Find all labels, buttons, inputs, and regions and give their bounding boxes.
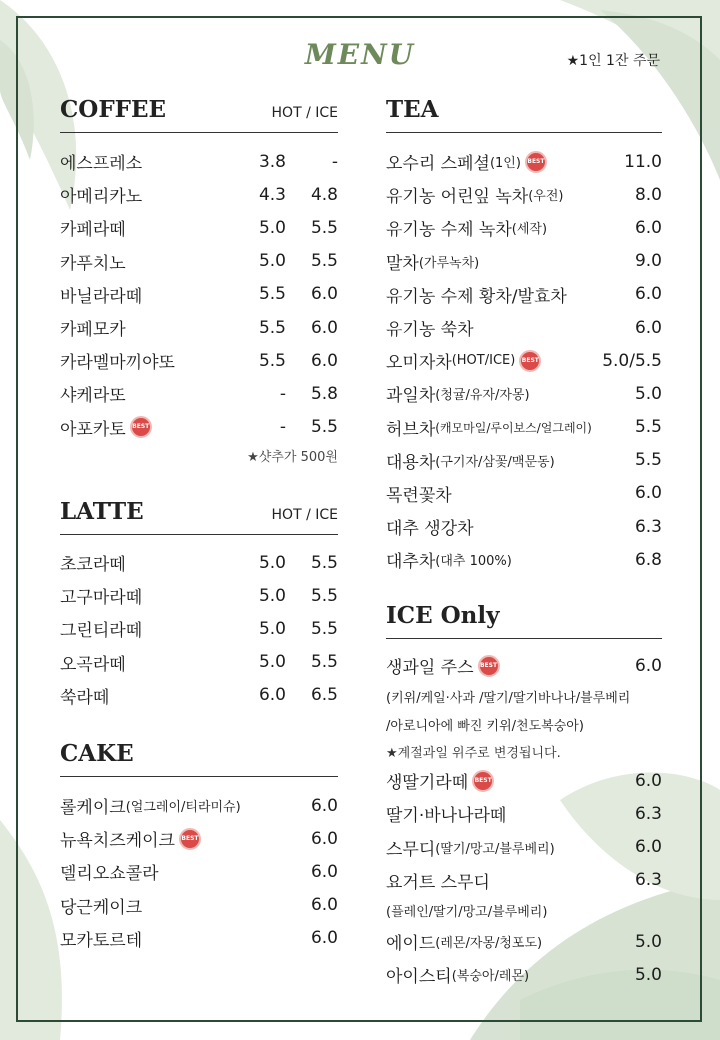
juice-options: /아로니아에 빠진 키위/천도복숭아) [386, 718, 584, 734]
menu-item [60, 245, 338, 278]
ice-price: 5.5 [310, 217, 338, 238]
section-header [386, 602, 662, 639]
item-price: 6.0 [310, 795, 338, 816]
yogurt-options: (플레인/딸기/망고/블루베리) [386, 905, 548, 921]
menu-item [60, 612, 338, 645]
tea-section [386, 96, 662, 576]
best-badge-icon [472, 770, 494, 792]
item-name: 허브차 [386, 419, 436, 440]
item-name: 그린티라떼 [60, 621, 143, 642]
item-name: 스무디 [386, 839, 436, 860]
shot-note: ★샷추가 500원 [247, 449, 338, 465]
item-price: 5.0 [634, 383, 662, 404]
best-badge-icon [478, 655, 500, 677]
menu-item [386, 925, 662, 958]
section-header [386, 96, 662, 133]
menu-item [386, 278, 662, 311]
menu-item [60, 646, 338, 679]
item-price: 5.0 [634, 964, 662, 985]
item-name: 바닐라라떼 [60, 286, 143, 307]
menu-item [386, 477, 662, 510]
item-name: 유기농 수제 녹차 [386, 220, 512, 241]
menu-item [60, 822, 338, 855]
menu-item [60, 178, 338, 211]
best-badge-icon [179, 828, 201, 850]
menu-item [386, 211, 662, 244]
item-price: 5.5 [634, 417, 662, 438]
item-price: 6.3 [634, 516, 662, 537]
item-name: 유기농 쑥차 [386, 320, 474, 341]
item-name: 목련꽃차 [386, 485, 452, 506]
item-price: 6.0 [310, 928, 338, 949]
menu-item [386, 543, 662, 576]
menu-item [60, 789, 338, 822]
hot-price: - [279, 383, 286, 404]
item-name: 에이드 [386, 934, 436, 955]
best-badge-icon [525, 151, 547, 173]
hot-price: 4.3 [258, 184, 286, 205]
item-name: 말차 [386, 253, 419, 274]
item-price: 5.0 [634, 931, 662, 952]
menu-item [386, 311, 662, 344]
menu-item [60, 377, 338, 410]
item-price: 9.0 [634, 251, 662, 272]
hot-price: 5.0 [258, 618, 286, 639]
item-name: 딸기·바나나라떼 [386, 806, 507, 827]
item-name: 뉴욕치즈케이크 [60, 831, 175, 852]
best-badge-icon [519, 350, 541, 372]
item-price: 6.0 [634, 284, 662, 305]
menu-item [60, 922, 338, 955]
section-title: TEA [386, 96, 439, 123]
item-price: 6.0 [634, 317, 662, 338]
menu-item [386, 958, 662, 991]
item-price: 6.3 [634, 803, 662, 824]
item-name: 모카토르테 [60, 930, 143, 951]
item-name: 오곡라떼 [60, 654, 126, 675]
item-price: 6.3 [634, 870, 662, 891]
coffee-section [60, 96, 338, 465]
item-sub: (얼그레이/티라미슈) [125, 800, 241, 816]
menu-item [386, 831, 662, 864]
order-note: ★1인 1잔 주문 [566, 53, 660, 69]
item-price: 6.0 [634, 217, 662, 238]
ice-price: 5.5 [310, 585, 338, 606]
menu-title: MENU [304, 38, 416, 71]
ice-only-section [386, 602, 662, 991]
item-price: 5.5 [634, 450, 662, 471]
hot-price: 5.5 [258, 284, 286, 305]
menu-item [386, 178, 662, 211]
item-price: 5.0/5.5 [602, 350, 662, 371]
hot-price: 5.5 [258, 350, 286, 371]
item-name: 카라멜마끼야또 [60, 353, 175, 374]
hot-price: 5.0 [258, 217, 286, 238]
juice-options: (키위/케일·사과 /딸기/딸기바나나/블루베리 [386, 690, 631, 706]
season-note: ★계절과일 위주로 변경됩니다. [386, 745, 561, 761]
menu-item [60, 145, 338, 178]
section-title: LATTE [60, 498, 144, 525]
hot-price: 6.0 [258, 685, 286, 706]
hot-ice-label: HOT / ICE [271, 105, 338, 121]
item-name: 델리오쇼콜라 [60, 864, 159, 885]
item-sub: (가루녹차) [418, 255, 480, 271]
ice-price: 5.5 [310, 652, 338, 673]
ice-price: 5.5 [310, 251, 338, 272]
menu-item [386, 764, 662, 797]
item-name: 생딸기라떼 [386, 773, 469, 794]
item-name: 요거트 스무디 [386, 872, 490, 893]
item-price: 6.0 [310, 895, 338, 916]
item-sub: (레몬/자몽/청포도) [435, 936, 543, 952]
ice-price: 6.0 [310, 350, 338, 371]
section-header [60, 96, 338, 133]
item-sub: (세작) [511, 222, 548, 238]
hot-price: 5.0 [258, 652, 286, 673]
item-name: 대용차 [386, 452, 436, 473]
item-name: 아포카토 [60, 419, 126, 440]
menu-item [386, 344, 662, 377]
hot-price: - [279, 417, 286, 438]
item-name: 유기농 수제 황차/발효차 [386, 286, 567, 307]
menu-item [60, 211, 338, 244]
section-header [60, 498, 338, 535]
hot-price: 5.0 [258, 585, 286, 606]
hot-price: 5.0 [258, 552, 286, 573]
menu-item [386, 649, 662, 682]
menu-item [386, 245, 662, 278]
item-name: 롤케이크 [60, 798, 126, 819]
item-price: 6.0 [634, 770, 662, 791]
item-price: 8.0 [634, 184, 662, 205]
ice-price: - [331, 151, 338, 172]
menu-item [386, 145, 662, 178]
item-name: 유기농 어린잎 녹차 [386, 187, 529, 208]
item-name: 오미자차 [386, 353, 452, 374]
hot-price: 5.5 [258, 317, 286, 338]
item-name: 샤케라또 [60, 386, 126, 407]
best-badge-icon [130, 416, 152, 438]
item-price: 6.8 [634, 549, 662, 570]
item-price: 6.0 [634, 483, 662, 504]
item-name: 생과일 주스 [386, 658, 474, 679]
menu-item [386, 510, 662, 543]
item-price: 6.0 [634, 655, 662, 676]
item-sub: (청귤/유자/자몽) [435, 388, 530, 404]
item-price: 6.0 [310, 828, 338, 849]
ice-price: 4.8 [310, 184, 338, 205]
menu-item [60, 679, 338, 712]
latte-section [60, 498, 338, 712]
item-sub: (캐모마일/루이보스/얼그레이) [435, 420, 592, 435]
item-sub: (1인) [489, 156, 521, 172]
section-title: CAKE [60, 740, 134, 767]
menu-item [386, 444, 662, 477]
ice-price: 6.5 [310, 685, 338, 706]
item-sub: (우전) [528, 189, 564, 205]
cake-section [60, 740, 338, 955]
item-name: 오수리 스페셜 [386, 154, 490, 175]
menu-item [60, 278, 338, 311]
menu-item [386, 797, 662, 830]
item-name: 대추 생강차 [386, 519, 474, 540]
section-title: COFFEE [60, 96, 167, 123]
section-header [60, 740, 338, 777]
item-price: 6.0 [634, 837, 662, 858]
item-name: 카페라떼 [60, 220, 126, 241]
item-name: 에스프레소 [60, 154, 143, 175]
item-sub: (딸기/망고/블루베리) [435, 841, 555, 857]
item-name: 고구마라떼 [60, 588, 143, 609]
hot-ice-label: HOT / ICE [271, 507, 338, 523]
item-name: 아메리카노 [60, 187, 143, 208]
item-name: 아이스티 [386, 967, 452, 988]
ice-price: 5.5 [310, 417, 338, 438]
item-name: 당근케이크 [60, 897, 143, 918]
item-price: 6.0 [310, 861, 338, 882]
menu-item [386, 411, 662, 444]
item-name: 초코라떼 [60, 555, 126, 576]
menu-item [60, 546, 338, 579]
ice-price: 5.5 [310, 618, 338, 639]
menu-item [60, 311, 338, 344]
ice-price: 6.0 [310, 284, 338, 305]
item-sub: (구기자/삼꽃/맥문동) [435, 454, 555, 470]
item-name: 쑥라떼 [60, 687, 110, 708]
item-sub: (복숭아/레몬) [451, 969, 530, 985]
hot-price: 3.8 [258, 151, 286, 172]
menu-item [386, 377, 662, 410]
ice-price: 6.0 [310, 317, 338, 338]
ice-price: 5.5 [310, 552, 338, 573]
item-name: 카푸치노 [60, 253, 126, 274]
menu-item [60, 411, 338, 444]
menu-item [386, 864, 662, 897]
item-price: 11.0 [624, 151, 662, 172]
menu-item [60, 855, 338, 888]
item-name: 과일차 [386, 386, 436, 407]
item-name: 대추차 [386, 552, 436, 573]
menu-item [60, 579, 338, 612]
item-name: 카페모카 [60, 320, 126, 341]
menu-item [60, 344, 338, 377]
hot-price: 5.0 [258, 251, 286, 272]
menu-item [60, 889, 338, 922]
section-title: ICE Only [386, 602, 500, 629]
item-sub: (대추 100%) [435, 554, 512, 570]
item-sub: (HOT/ICE) [451, 353, 516, 369]
ice-price: 5.8 [310, 383, 338, 404]
